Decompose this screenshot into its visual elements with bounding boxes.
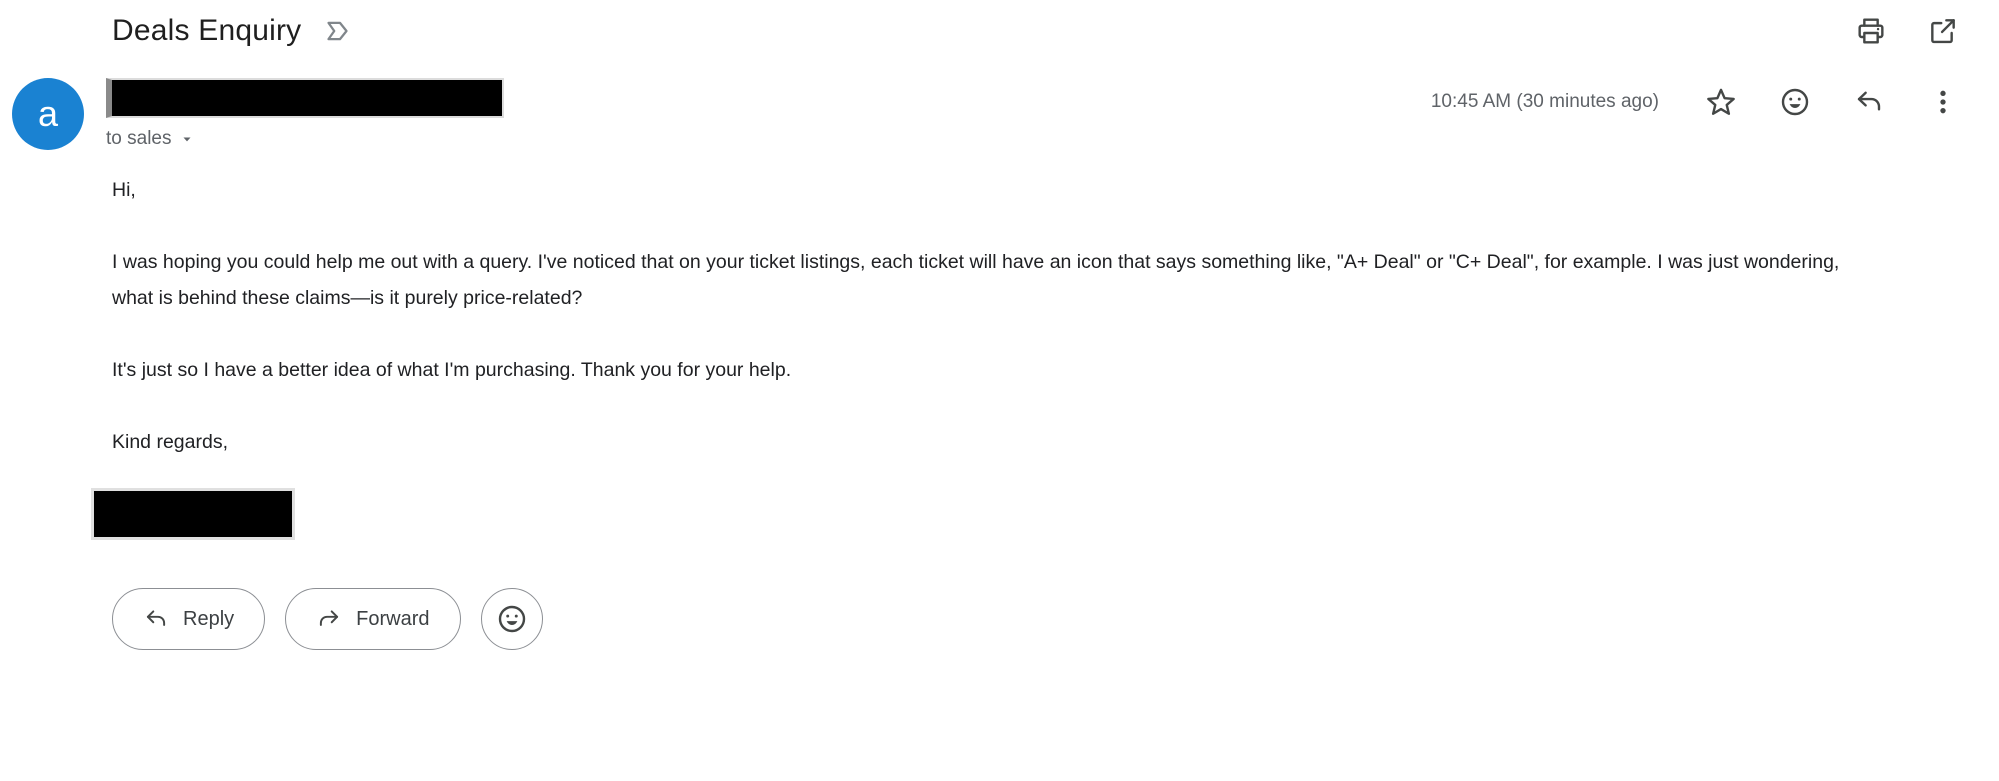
- open-in-new-icon[interactable]: [1927, 15, 1959, 47]
- forward-arrow-icon: [316, 606, 342, 632]
- reply-button[interactable]: [112, 588, 265, 650]
- message-actions: [112, 588, 1999, 650]
- timestamp: 10:45 AM (30 minutes ago): [1430, 91, 1659, 112]
- body-greeting: Hi,: [112, 179, 136, 201]
- body-paragraph-1: I was hoping you could help me out with a query. I've noticed that on your ticket listings, each ticket will have an icon that says something like, "A+ Deal" or "C+ Deal", for example. I was just wondering, what is behind these claims—is it purely price-related?: [112, 251, 1840, 309]
- header-actions: [1855, 15, 1959, 47]
- reply-arrow-icon: [143, 606, 169, 632]
- body-closing: Kind regards,: [112, 431, 228, 453]
- redacted-sender-name: [106, 78, 504, 118]
- forward-button-label: Forward: [356, 607, 430, 630]
- sender-block: [106, 78, 1431, 150]
- email-subject: Deals Enquiry: [112, 14, 302, 47]
- email-body: [112, 172, 1849, 540]
- redacted-signature: [91, 488, 295, 540]
- star-icon[interactable]: [1705, 86, 1737, 118]
- recipient-dropdown[interactable]: [106, 128, 194, 150]
- chevron-down-icon: [180, 132, 194, 146]
- print-button[interactable]: [1855, 15, 1887, 47]
- emoji-icon[interactable]: [1779, 86, 1811, 118]
- label-icon: [321, 16, 351, 46]
- more-vert-icon[interactable]: [1927, 86, 1959, 118]
- body-paragraph-2: It's just so I have a better idea of what I'm purchasing. Thank you for your help.: [112, 359, 792, 381]
- add-reaction-button[interactable]: [481, 588, 543, 650]
- emoji-icon: [496, 603, 528, 635]
- sender-avatar[interactable]: a: [12, 78, 84, 150]
- message-meta: [1431, 86, 1959, 118]
- reply-icon[interactable]: [1853, 86, 1885, 118]
- forward-button[interactable]: [285, 588, 460, 650]
- message-header: [0, 78, 1999, 150]
- subject-header: [0, 0, 1999, 48]
- recipient-label: to sales: [106, 128, 172, 149]
- reply-button-label: Reply: [183, 607, 235, 630]
